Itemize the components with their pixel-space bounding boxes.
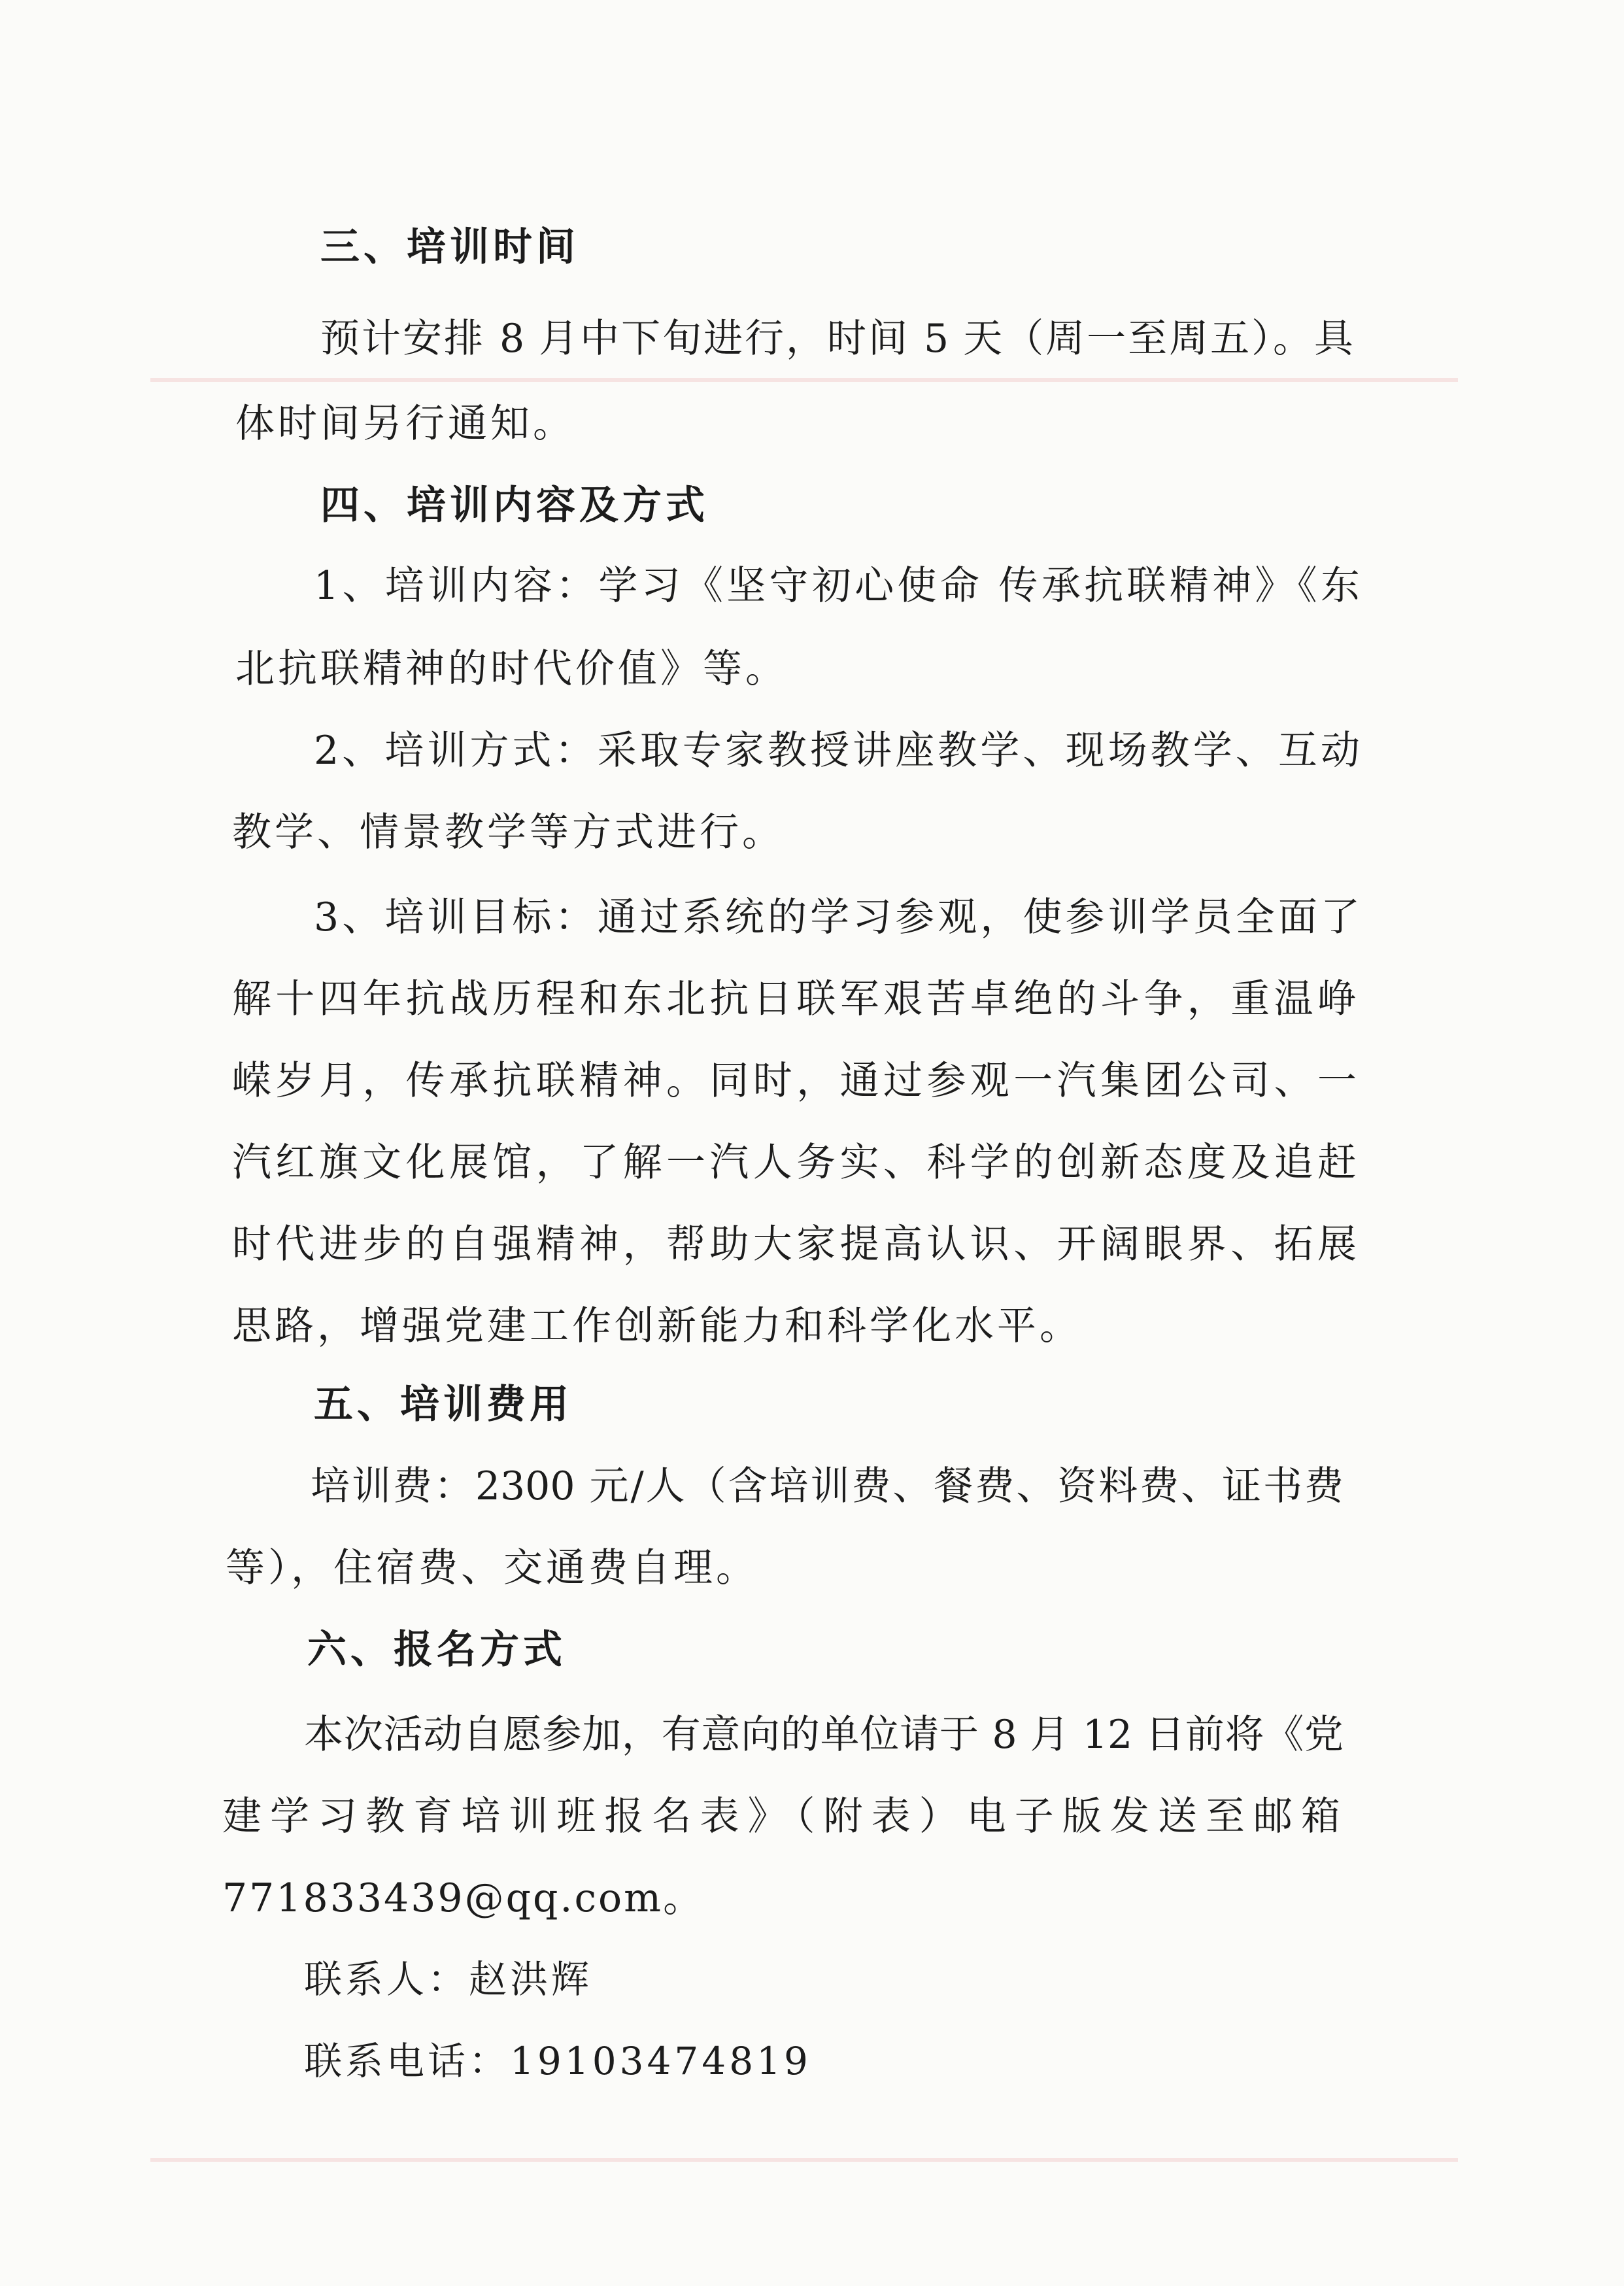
section-4-item-3-line-5: 时代进步的自强精神，帮助大家提高认识、开阔眼界、拓展 (232, 1221, 1357, 1267)
section-6-email-line: 771833439@qq.com。 (222, 1875, 705, 1921)
section-4-item-1-line-1: 1、培训内容：学习《坚守初心使命 传承抗联精神》《东 (314, 563, 1360, 609)
section-4-item-1-line-2: 北抗联精神的时代价值》等。 (235, 646, 788, 692)
section-5-paragraph-line-1: 培训费：2300 元/人（含培训费、餐费、资料费、证书费 (311, 1463, 1344, 1509)
section-5-paragraph-line-2: 等），住宿费、交通费自理。 (226, 1545, 758, 1591)
section-4-heading: 四、培训内容及方式 (320, 483, 709, 528)
section-6-paragraph-line-1: 本次活动自愿参加，有意向的单位请于 8 月 12 日前将《党 (304, 1712, 1344, 1758)
section-4-item-3-line-2: 解十四年抗战历程和东北抗日联军艰苦卓绝的斗争，重温峥 (232, 976, 1357, 1022)
section-3-paragraph-line-1: 预计安排 8 月中下旬进行，时间 5 天（周一至周五）。具 (320, 316, 1353, 362)
section-4-item-3-line-1: 3、培训目标：通过系统的学习参观，使参训学员全面了 (314, 895, 1360, 940)
footer-rule-bleed (150, 2158, 1458, 2162)
section-5-heading: 五、培训费用 (314, 1382, 573, 1427)
section-4-item-2-line-2: 教学、情景教学等方式进行。 (232, 810, 785, 855)
section-4-item-3-line-6: 思路，增强党建工作创新能力和科学化水平。 (232, 1303, 1082, 1349)
section-6-heading: 六、报名方式 (307, 1627, 566, 1673)
section-4-item-3-line-4: 汽红旗文化展馆，了解一汽人务实、科学的创新态度及追赶 (232, 1140, 1357, 1186)
section-6-paragraph-line-2: 建学习教育培训班报名表》（附表）电子版发送至邮箱 (222, 1794, 1340, 1839)
contact-person: 联系人：赵洪辉 (304, 1957, 593, 2002)
section-4-item-2-line-1: 2、培训方式：采取专家教授讲座教学、现场教学、互动 (314, 728, 1360, 774)
contact-phone: 联系电话：19103474819 (304, 2039, 811, 2083)
section-4-item-3-line-3: 嵘岁月，传承抗联精神。同时，通过参观一汽集团公司、一 (232, 1058, 1357, 1104)
section-3-heading: 三、培训时间 (320, 224, 579, 270)
header-rule-bleed (150, 378, 1458, 382)
section-3-paragraph-line-2: 体时间另行通知。 (235, 401, 575, 447)
